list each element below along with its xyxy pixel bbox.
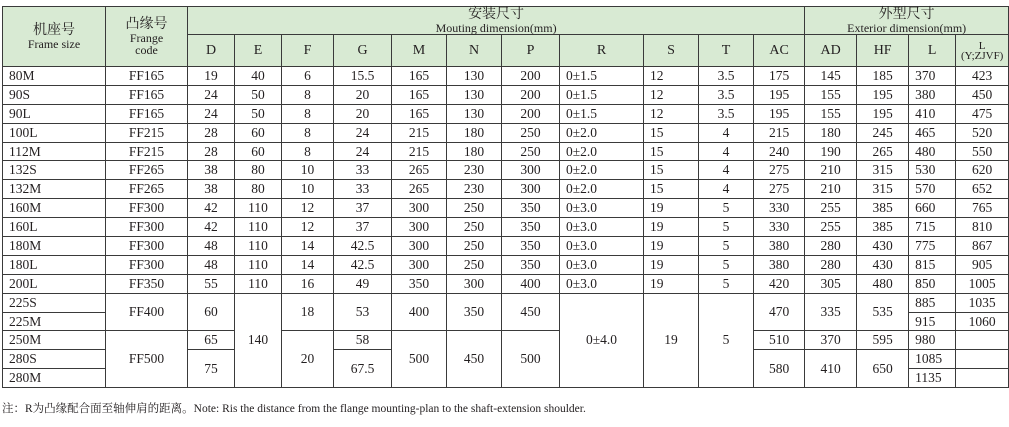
cell-R: 0±2.0: [560, 123, 644, 142]
cell-AD: 335: [805, 293, 857, 331]
cell-AC: 215: [754, 123, 805, 142]
cell-L-yzjvf: 765: [956, 199, 1009, 218]
cell-L: 715: [909, 218, 956, 237]
footnote: 注：R为凸缘配合面至轴伸肩的距离。Note: Ris the distance from the flange mounting-plan to the shaft-extension shoulder.: [2, 403, 586, 415]
cell-G: 15.5: [334, 67, 392, 86]
cell-P: 200: [502, 67, 560, 86]
cell-L: 885: [909, 293, 956, 312]
table-row: [3, 123, 1009, 142]
cell-G: 20: [334, 104, 392, 123]
exterior-dimension-header: 外型尺寸 Exterior dimension(mm): [805, 7, 1009, 35]
cell-AC: 510: [754, 331, 805, 350]
flange-code-cell: FF400: [106, 293, 188, 331]
cell-HF: 430: [857, 237, 909, 256]
col-header-E: E: [235, 35, 282, 67]
cell-N: 250: [447, 255, 502, 274]
cell-AD: 190: [805, 142, 857, 161]
cell-E: 50: [235, 104, 282, 123]
col-header-G: G: [334, 35, 392, 67]
cell-D: 60: [188, 293, 235, 331]
cell-AC: 580: [754, 350, 805, 388]
cell-D: 38: [188, 180, 235, 199]
table-row: [3, 142, 1009, 161]
cell-L-yzjvf: 520: [956, 123, 1009, 142]
cell-L: 370: [909, 67, 956, 86]
cell-AC: 330: [754, 199, 805, 218]
cell-G: 58: [334, 331, 392, 350]
cell-F: 6: [282, 67, 334, 86]
frame-size-cell: 100L: [3, 123, 106, 142]
cell-HF: 185: [857, 67, 909, 86]
cell-F: 10: [282, 161, 334, 180]
cell-L-yzjvf: 905: [956, 255, 1009, 274]
cell-G: 49: [334, 274, 392, 293]
cell-E: 60: [235, 123, 282, 142]
cell-M: 165: [392, 67, 447, 86]
cell-D: 48: [188, 255, 235, 274]
cell-R: 0±3.0: [560, 237, 644, 256]
cell-E: 80: [235, 161, 282, 180]
cell-L-yzjvf: 652: [956, 180, 1009, 199]
cell-D: 75: [188, 350, 235, 388]
cell-AD: 255: [805, 199, 857, 218]
table-row: [3, 255, 1009, 274]
cell-AC: 380: [754, 237, 805, 256]
frame-size-cell: 160L: [3, 218, 106, 237]
cell-AC: 240: [754, 142, 805, 161]
cell-N: 180: [447, 123, 502, 142]
cell-T: 5: [699, 255, 754, 274]
cell-P: 450: [502, 293, 560, 331]
cell-T: 4: [699, 180, 754, 199]
col-header-M: M: [392, 35, 447, 67]
cell-S: 19: [644, 237, 699, 256]
cell-T: 3.5: [699, 104, 754, 123]
cell-G: 33: [334, 180, 392, 199]
cell-L: 380: [909, 85, 956, 104]
cell-N: 350: [447, 293, 502, 331]
frame-size-cell: 132M: [3, 180, 106, 199]
cell-S: 19: [644, 293, 699, 387]
cell-HF: 595: [857, 331, 909, 350]
cell-P: 300: [502, 180, 560, 199]
cell-N: 300: [447, 274, 502, 293]
cell-AD: 370: [805, 331, 857, 350]
cell-M: 300: [392, 218, 447, 237]
cell-G: 37: [334, 218, 392, 237]
frame-size-cell: 225S: [3, 293, 106, 312]
cell-L-yzjvf: 450: [956, 85, 1009, 104]
frame-size-cell: 90S: [3, 85, 106, 104]
cell-HF: 650: [857, 350, 909, 388]
cell-N: 230: [447, 161, 502, 180]
cell-AD: 210: [805, 161, 857, 180]
frame-size-cell: 132S: [3, 161, 106, 180]
cell-S: 19: [644, 199, 699, 218]
cell-AC: 470: [754, 293, 805, 331]
cell-L-yzjvf: [956, 331, 1009, 350]
cell-R: 0±2.0: [560, 180, 644, 199]
cell-L: 815: [909, 255, 956, 274]
cell-M: 265: [392, 180, 447, 199]
cell-AD: 255: [805, 218, 857, 237]
cell-L-yzjvf: [956, 350, 1009, 369]
flange-code-cell: FF265: [106, 161, 188, 180]
cell-T: 3.5: [699, 85, 754, 104]
col-header-P: P: [502, 35, 560, 67]
cell-L: 1085: [909, 350, 956, 369]
cell-D: 42: [188, 218, 235, 237]
cell-AD: 280: [805, 255, 857, 274]
cell-N: 250: [447, 218, 502, 237]
cell-M: 300: [392, 199, 447, 218]
cell-L: 980: [909, 331, 956, 350]
cell-F: 18: [282, 293, 334, 331]
cell-AD: 305: [805, 274, 857, 293]
cell-N: 250: [447, 199, 502, 218]
cell-S: 12: [644, 85, 699, 104]
cell-AC: 195: [754, 85, 805, 104]
cell-F: 8: [282, 85, 334, 104]
cell-G: 67.5: [334, 350, 392, 388]
cell-S: 19: [644, 218, 699, 237]
cell-L-yzjvf: 1060: [956, 312, 1009, 331]
cell-AC: 420: [754, 274, 805, 293]
cell-N: 130: [447, 104, 502, 123]
cell-D: 48: [188, 237, 235, 256]
col-header-R: R: [560, 35, 644, 67]
cell-HF: 385: [857, 218, 909, 237]
cell-L: 660: [909, 199, 956, 218]
cell-T: 5: [699, 199, 754, 218]
cell-L: 1135: [909, 369, 956, 388]
cell-E: 110: [235, 199, 282, 218]
cell-AD: 145: [805, 67, 857, 86]
col-header-F: F: [282, 35, 334, 67]
cell-P: 400: [502, 274, 560, 293]
cell-P: 350: [502, 237, 560, 256]
table-row: [3, 199, 1009, 218]
cell-G: 37: [334, 199, 392, 218]
mounting-dimension-header: 安装尺寸 Mouting dimension(mm): [188, 7, 805, 35]
table-row: [3, 218, 1009, 237]
cell-D: 28: [188, 123, 235, 142]
cell-F: 12: [282, 199, 334, 218]
table-body: [3, 67, 1009, 388]
cell-AD: 155: [805, 85, 857, 104]
cell-HF: 385: [857, 199, 909, 218]
cell-S: 19: [644, 274, 699, 293]
cell-S: 15: [644, 142, 699, 161]
cell-D: 24: [188, 104, 235, 123]
col-header-L-yzjvf: L (Y;ZJVF): [956, 35, 1009, 67]
col-header-T: T: [699, 35, 754, 67]
cell-HF: 195: [857, 104, 909, 123]
cell-L-yzjvf: 550: [956, 142, 1009, 161]
flange-dimension-table: [2, 6, 1009, 388]
cell-AD: 280: [805, 237, 857, 256]
cell-G: 42.5: [334, 237, 392, 256]
cell-N: 130: [447, 85, 502, 104]
cell-T: 4: [699, 123, 754, 142]
cell-E: 50: [235, 85, 282, 104]
cell-E: 110: [235, 218, 282, 237]
table-row: [3, 331, 1009, 350]
table-row: [3, 67, 1009, 86]
table-row: [3, 180, 1009, 199]
table-row: [3, 293, 1009, 312]
flange-code-cell: FF215: [106, 123, 188, 142]
cell-L-yzjvf: 620: [956, 161, 1009, 180]
cell-R: 0±1.5: [560, 104, 644, 123]
cell-P: 300: [502, 161, 560, 180]
frame-size-cell: 90L: [3, 104, 106, 123]
cell-L: 480: [909, 142, 956, 161]
cell-R: 0±3.0: [560, 274, 644, 293]
cell-F: 10: [282, 180, 334, 199]
cell-M: 165: [392, 104, 447, 123]
cell-G: 53: [334, 293, 392, 331]
frame-size-cell: 180M: [3, 237, 106, 256]
cell-AC: 330: [754, 218, 805, 237]
cell-HF: 430: [857, 255, 909, 274]
cell-HF: 315: [857, 180, 909, 199]
cell-S: 19: [644, 255, 699, 274]
flange-code-cell: FF500: [106, 331, 188, 388]
table-row: [3, 104, 1009, 123]
col-header-L: L: [909, 35, 956, 67]
cell-AC: 275: [754, 180, 805, 199]
cell-HF: 265: [857, 142, 909, 161]
col-header-AC: AC: [754, 35, 805, 67]
cell-S: 12: [644, 104, 699, 123]
flange-code-cell: FF300: [106, 237, 188, 256]
cell-T: 4: [699, 142, 754, 161]
cell-T: 5: [699, 293, 754, 387]
flange-code-cell: FF300: [106, 218, 188, 237]
cell-N: 450: [447, 331, 502, 388]
cell-S: 15: [644, 123, 699, 142]
cell-M: 265: [392, 161, 447, 180]
cell-HF: 195: [857, 85, 909, 104]
cell-L: 530: [909, 161, 956, 180]
cell-D: 42: [188, 199, 235, 218]
flange-code-cell: FF300: [106, 255, 188, 274]
cell-N: 230: [447, 180, 502, 199]
cell-AD: 180: [805, 123, 857, 142]
cell-T: 5: [699, 274, 754, 293]
cell-HF: 245: [857, 123, 909, 142]
cell-P: 250: [502, 123, 560, 142]
cell-HF: 480: [857, 274, 909, 293]
cell-D: 65: [188, 331, 235, 350]
flange-code-cell: FF165: [106, 67, 188, 86]
cell-F: 14: [282, 237, 334, 256]
cell-F: 14: [282, 255, 334, 274]
flange-code-cell: FF265: [106, 180, 188, 199]
cell-T: 4: [699, 161, 754, 180]
cell-S: 12: [644, 67, 699, 86]
cell-P: 200: [502, 104, 560, 123]
cell-G: 20: [334, 85, 392, 104]
cell-G: 24: [334, 142, 392, 161]
cell-P: 350: [502, 199, 560, 218]
cell-D: 28: [188, 142, 235, 161]
flange-code-header: 凸缘号 Frange code: [106, 7, 188, 67]
cell-L-yzjvf: 475: [956, 104, 1009, 123]
cell-G: 42.5: [334, 255, 392, 274]
cell-F: 20: [282, 331, 334, 388]
cell-L-yzjvf: [956, 369, 1009, 388]
cell-R: 0±4.0: [560, 293, 644, 387]
table-row: [3, 85, 1009, 104]
frame-size-cell: 200L: [3, 274, 106, 293]
flange-code-cell: FF350: [106, 274, 188, 293]
flange-code-cell: FF165: [106, 104, 188, 123]
cell-N: 130: [447, 67, 502, 86]
cell-R: 0±3.0: [560, 199, 644, 218]
cell-R: 0±1.5: [560, 85, 644, 104]
cell-D: 19: [188, 67, 235, 86]
cell-L-yzjvf: 423: [956, 67, 1009, 86]
col-header-D: D: [188, 35, 235, 67]
frame-size-cell: 80M: [3, 67, 106, 86]
cell-M: 350: [392, 274, 447, 293]
cell-L: 915: [909, 312, 956, 331]
cell-P: 200: [502, 85, 560, 104]
frame-size-cell: 280S: [3, 350, 106, 369]
cell-N: 180: [447, 142, 502, 161]
col-header-N: N: [447, 35, 502, 67]
cell-G: 33: [334, 161, 392, 180]
cell-E: 110: [235, 237, 282, 256]
frame-size-cell: 112M: [3, 142, 106, 161]
cell-M: 400: [392, 293, 447, 331]
flange-code-cell: FF165: [106, 85, 188, 104]
frame-size-header: 机座号 Frame size: [3, 7, 106, 67]
flange-code-cell: FF215: [106, 142, 188, 161]
cell-D: 24: [188, 85, 235, 104]
cell-AC: 195: [754, 104, 805, 123]
cell-P: 350: [502, 255, 560, 274]
cell-N: 250: [447, 237, 502, 256]
cell-M: 165: [392, 85, 447, 104]
cell-E: 140: [235, 293, 282, 387]
cell-L: 775: [909, 237, 956, 256]
cell-L: 410: [909, 104, 956, 123]
cell-R: 0±2.0: [560, 161, 644, 180]
frame-size-cell: 250M: [3, 331, 106, 350]
cell-R: 0±3.0: [560, 255, 644, 274]
cell-R: 0±3.0: [560, 218, 644, 237]
table-row: [3, 274, 1009, 293]
cell-G: 24: [334, 123, 392, 142]
cell-AD: 155: [805, 104, 857, 123]
cell-E: 60: [235, 142, 282, 161]
cell-R: 0±2.0: [560, 142, 644, 161]
cell-HF: 535: [857, 293, 909, 331]
frame-size-cell: 160M: [3, 199, 106, 218]
cell-F: 8: [282, 104, 334, 123]
cell-L-yzjvf: 1005: [956, 274, 1009, 293]
table-row: [3, 237, 1009, 256]
cell-M: 215: [392, 123, 447, 142]
cell-L: 570: [909, 180, 956, 199]
cell-AD: 410: [805, 350, 857, 388]
cell-F: 16: [282, 274, 334, 293]
frame-size-cell: 180L: [3, 255, 106, 274]
cell-E: 110: [235, 255, 282, 274]
cell-AC: 380: [754, 255, 805, 274]
cell-L-yzjvf: 867: [956, 237, 1009, 256]
cell-P: 500: [502, 331, 560, 388]
col-header-HF: HF: [857, 35, 909, 67]
cell-T: 5: [699, 218, 754, 237]
cell-T: 5: [699, 237, 754, 256]
cell-E: 110: [235, 274, 282, 293]
cell-M: 215: [392, 142, 447, 161]
cell-D: 38: [188, 161, 235, 180]
cell-P: 250: [502, 142, 560, 161]
cell-M: 300: [392, 237, 447, 256]
cell-F: 8: [282, 123, 334, 142]
cell-R: 0±1.5: [560, 67, 644, 86]
cell-L: 850: [909, 274, 956, 293]
cell-E: 80: [235, 180, 282, 199]
cell-L-yzjvf: 1035: [956, 293, 1009, 312]
frame-size-cell: 225M: [3, 312, 106, 331]
cell-AC: 275: [754, 161, 805, 180]
cell-P: 350: [502, 218, 560, 237]
cell-E: 40: [235, 67, 282, 86]
cell-HF: 315: [857, 161, 909, 180]
cell-D: 55: [188, 274, 235, 293]
cell-AC: 175: [754, 67, 805, 86]
col-header-AD: AD: [805, 35, 857, 67]
cell-F: 12: [282, 218, 334, 237]
cell-S: 15: [644, 161, 699, 180]
cell-M: 500: [392, 331, 447, 388]
cell-L: 465: [909, 123, 956, 142]
cell-L-yzjvf: 810: [956, 218, 1009, 237]
dimension-table-container: [2, 6, 1004, 388]
table-row: [3, 161, 1009, 180]
flange-code-cell: FF300: [106, 199, 188, 218]
cell-M: 300: [392, 255, 447, 274]
cell-T: 3.5: [699, 67, 754, 86]
cell-S: 15: [644, 180, 699, 199]
col-header-S: S: [644, 35, 699, 67]
cell-AD: 210: [805, 180, 857, 199]
frame-size-cell: 280M: [3, 369, 106, 388]
cell-F: 8: [282, 142, 334, 161]
